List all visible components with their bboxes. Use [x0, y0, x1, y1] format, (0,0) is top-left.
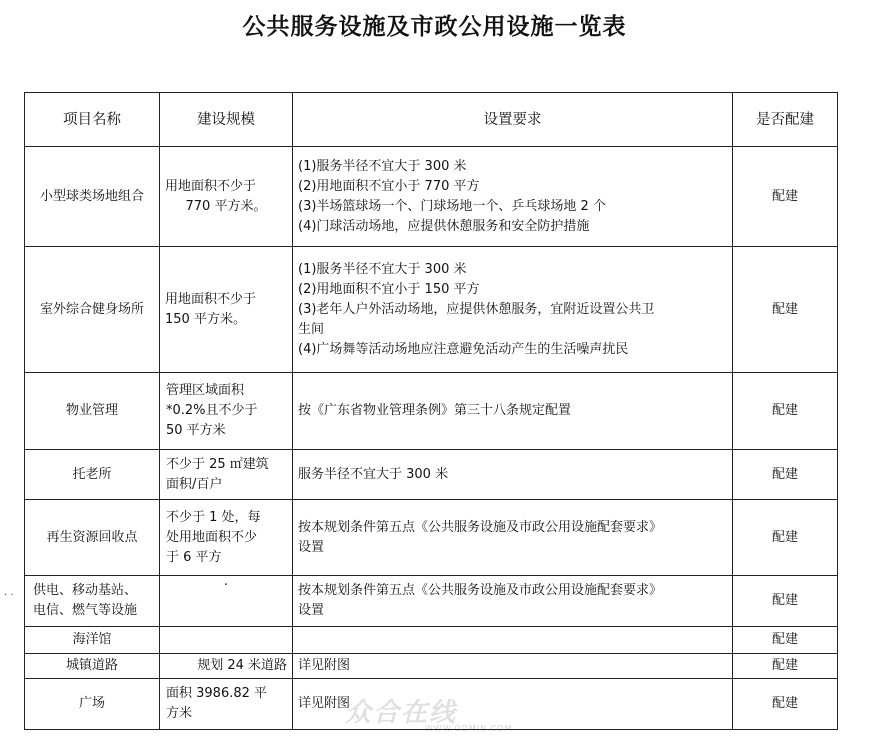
- item-requirement: [293, 373, 733, 450]
- table-row: [25, 373, 838, 450]
- scale-line: 不少于 25 ㎡建筑: [166, 456, 269, 472]
- item-requirement: [293, 500, 733, 576]
- item-name: 城镇道路: [25, 654, 160, 679]
- item-name: [25, 576, 160, 627]
- item-scale: [160, 500, 293, 576]
- scale-line: 用地面积不少于: [165, 291, 257, 307]
- requirement-line: (3)老年人户外活动场地，应提供休憩服务，宜附近设置公共卫: [298, 301, 655, 317]
- item-scale: [160, 679, 293, 730]
- margin-marks: · ·: [4, 590, 14, 601]
- requirement-line: (4)门球活动场地，应提供休憩服务和安全防护措施: [298, 218, 590, 234]
- item-scale: [160, 247, 293, 373]
- item-scale: [160, 373, 293, 450]
- table-row: [25, 147, 838, 247]
- col-header-requirement: 设置要求: [293, 93, 733, 147]
- scale-line: 面积 3986.82 平: [166, 686, 268, 701]
- item-requirement: [293, 450, 733, 500]
- item-name: 广场: [25, 679, 160, 730]
- table-row: [25, 450, 838, 500]
- table-row: [25, 576, 838, 627]
- scale-line: 50 平方米: [166, 423, 226, 438]
- name-line: 电信、燃气等设施: [33, 603, 138, 618]
- requirement-line: 设置: [298, 539, 325, 555]
- scale-line: 处用地面积不少: [166, 529, 258, 545]
- scale-line: 方米: [166, 706, 193, 721]
- scale-line: 管理区域面积: [166, 383, 245, 398]
- requirement-line: (4)广场舞等活动场地应注意避免活动产生的生活噪声扰民: [298, 341, 629, 357]
- item-name: 物业管理: [25, 373, 160, 450]
- requirement-line: 按本规划条件第五点《公共服务设施及市政公用设施配套要求》: [298, 519, 663, 535]
- item-scale: [160, 654, 293, 679]
- page-title: 公共服务设施及市政公用设施一览表: [242, 14, 627, 40]
- item-name: 室外综合健身场所: [25, 247, 160, 373]
- scale-line: 不少于 1 处，每: [166, 509, 261, 525]
- item-build-status: 配建: [733, 373, 838, 450]
- scale-line: 于 6 平方: [166, 549, 222, 565]
- item-build-status: 配建: [733, 147, 838, 247]
- scale-line: 规划 24 米道路: [197, 658, 287, 673]
- requirement-line: 按《广东省物业管理条例》第三十八条规定配置: [298, 403, 572, 418]
- requirement-line: 服务半径不宜大于 300 米: [298, 466, 449, 482]
- item-requirement: [293, 654, 733, 679]
- item-scale: [160, 576, 293, 627]
- item-scale: [160, 147, 293, 247]
- table-row: [25, 654, 838, 679]
- watermark: 众合在线: [345, 698, 458, 728]
- item-name: 再生资源回收点: [25, 500, 160, 576]
- requirement-line: (3)半场篮球场一个、门球场地一个、乒乓球场地 2 个: [298, 198, 606, 214]
- table-row: [25, 627, 838, 654]
- col-header-build: 是否配建: [733, 93, 838, 147]
- item-name: 小型球类场地组合: [25, 147, 160, 247]
- item-requirement: [293, 576, 733, 627]
- item-scale: [160, 450, 293, 500]
- facilities-table: [24, 92, 838, 730]
- table-row: [25, 500, 838, 576]
- item-build-status: 配建: [733, 627, 838, 654]
- table-row: [25, 247, 838, 373]
- scale-line: *0.2%且不少于: [166, 403, 258, 418]
- scale-line: 770 平方米。: [185, 198, 267, 214]
- item-build-status: 配建: [733, 654, 838, 679]
- item-scale: [160, 627, 293, 654]
- requirement-line: (2)用地面积不宜小于 770 平方: [298, 178, 480, 194]
- requirement-line: 设置: [298, 603, 325, 618]
- item-requirement: [293, 247, 733, 373]
- item-build-status: 配建: [733, 450, 838, 500]
- col-header-name: 项目名称: [25, 93, 160, 147]
- requirement-line: (1)服务半径不宜大于 300 米: [298, 261, 467, 277]
- col-header-scale: 建设规模: [160, 93, 293, 147]
- item-build-status: 配建: [733, 247, 838, 373]
- scale-line: ·: [223, 578, 229, 593]
- item-name: 海洋馆: [25, 627, 160, 654]
- item-build-status: 配建: [733, 576, 838, 627]
- item-requirement: [293, 147, 733, 247]
- requirement-line: (2)用地面积不宜小于 150 平方: [298, 281, 480, 297]
- requirement-line: 详见附图: [298, 658, 351, 673]
- scale-line: 用地面积不少于: [165, 178, 257, 194]
- requirement-line: 生间: [298, 321, 325, 337]
- item-requirement: [293, 627, 733, 654]
- item-build-status: 配建: [733, 679, 838, 730]
- item-build-status: 配建: [733, 500, 838, 576]
- scale-line: 面积/百户: [166, 476, 223, 492]
- item-name: 托老所: [25, 450, 160, 500]
- name-line: 供电、移动基站、: [33, 583, 138, 598]
- requirement-line: 详见附图: [298, 696, 351, 711]
- watermark-url: WWW.ODMIN.COM: [425, 724, 513, 733]
- header-row: [25, 93, 838, 147]
- requirement-line: 按本规划条件第五点《公共服务设施及市政公用设施配套要求》: [298, 583, 663, 598]
- requirement-line: (1)服务半径不宜大于 300 米: [298, 158, 467, 174]
- scale-line: 150 平方米。: [165, 311, 246, 327]
